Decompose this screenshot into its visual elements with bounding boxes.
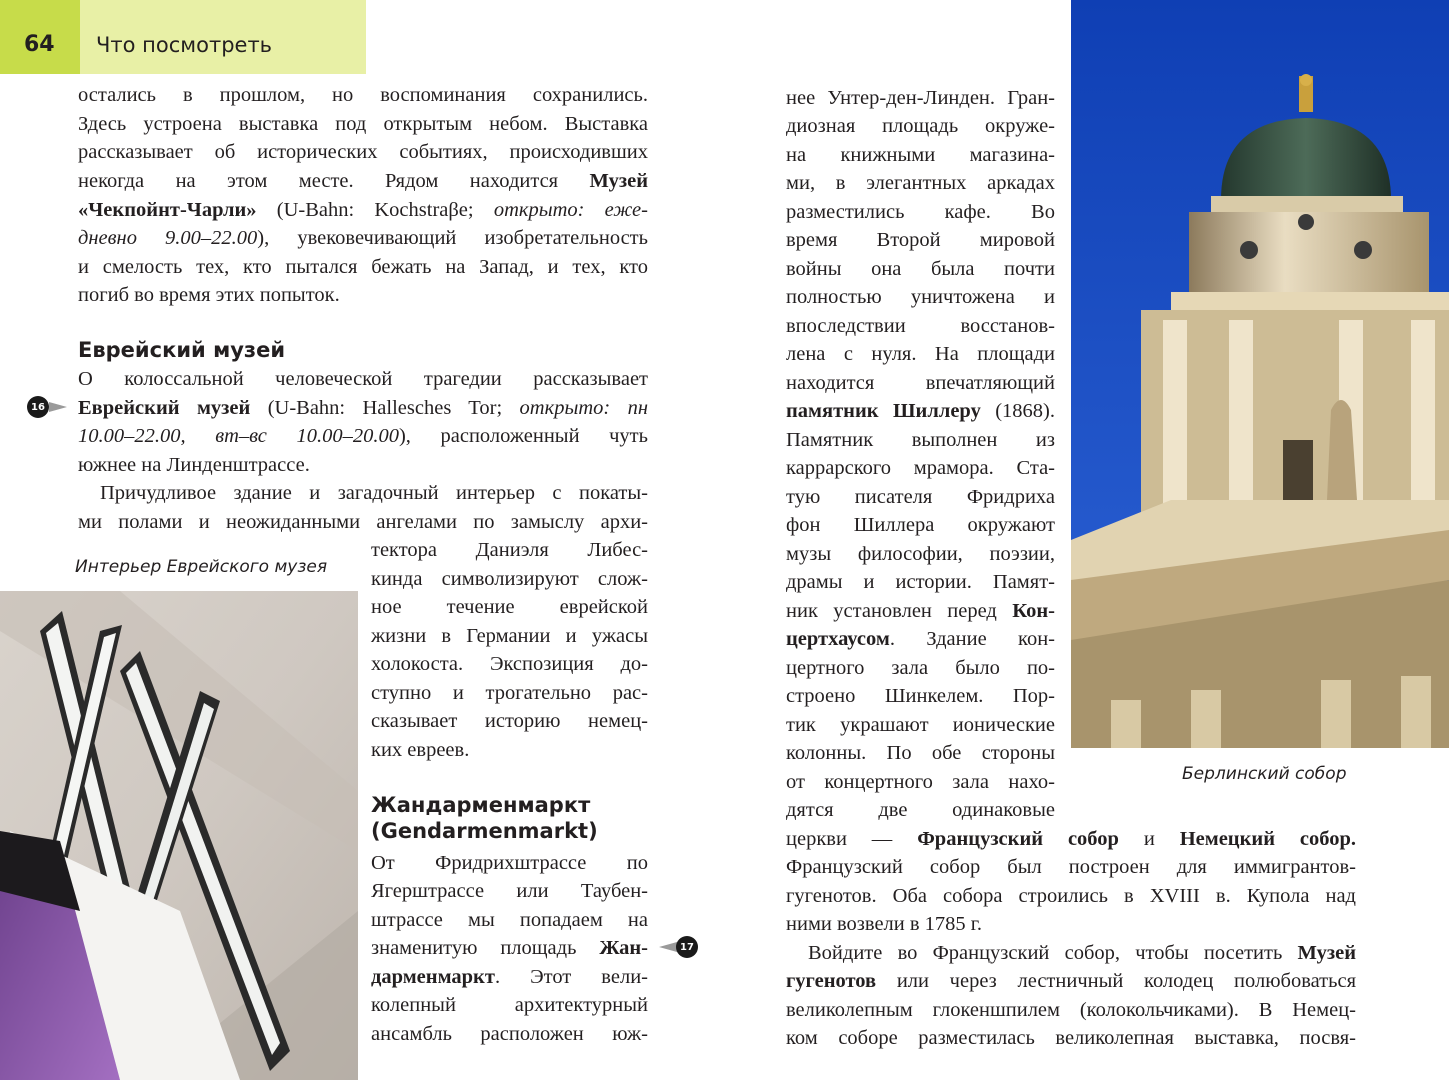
text-line: тектора Даниэля Либес- xyxy=(371,539,648,561)
opening-hours: 10.00–22.00, вт–вс 10.00–20.00 xyxy=(78,425,399,447)
text-line-hours xyxy=(78,422,648,451)
marker-arrow-icon xyxy=(659,939,677,955)
text-line: сказывает историю немец- xyxy=(371,710,648,732)
line-part: некогда на этом месте. Рядом находится xyxy=(78,170,559,192)
text-line-checkpoint-2 xyxy=(78,196,648,225)
text-line: впоследствии восстанов- xyxy=(786,315,1055,337)
cathedral-name: Французский собор xyxy=(917,828,1119,850)
line-part: (U-Bahn: Kochstraβe; xyxy=(276,199,474,221)
map-marker-17: 17 xyxy=(676,936,698,958)
text-line: колепный архитектурный xyxy=(371,994,648,1016)
text-line: каррарского мрамора. Ста- xyxy=(786,457,1055,479)
text-line: От Фридрихштрассе по xyxy=(371,852,648,874)
text-line-jewish-museum xyxy=(78,394,648,423)
text-line: рассказывает об исторических событиях, происходивших xyxy=(78,141,648,163)
map-marker-16: 16 xyxy=(27,396,49,418)
text-line: от концертного зала нахо- xyxy=(786,771,1055,793)
text-line: и смелость тех, кто пытался бежать на Запад, и тех, кто xyxy=(78,256,648,278)
line-part: ), расположенный чуть xyxy=(398,425,648,447)
interior-illustration xyxy=(0,591,358,1080)
text-line: полностью уничтожена и xyxy=(786,286,1055,308)
text-line: находится впечатляющий xyxy=(786,372,1055,394)
text-line: ними возвели в 1785 г. xyxy=(786,913,983,935)
text-line: дятся две одинаковые xyxy=(786,799,1055,821)
text-line: ансамбль расположен юж- xyxy=(371,1023,648,1045)
jewish-museum-heading: Еврейский музей xyxy=(78,338,286,362)
text-line: Французский собор был построен для иммигрантов- xyxy=(786,856,1356,878)
opening-hours: открыто: еже- xyxy=(493,199,648,221)
text-line: колонны. По обе стороны xyxy=(786,742,1055,764)
line-part: знаменитую площадь xyxy=(371,937,577,959)
text-line: южнее на Линденштрассе. xyxy=(78,454,310,476)
text-line: великолепным глокеншпилем (колокольчиками). В Немец- xyxy=(786,999,1356,1021)
text-line: Причудливое здание и загадочный интерьер с покаты- xyxy=(100,482,648,504)
line-part: и xyxy=(1143,828,1155,850)
text-line: ное течение еврейской xyxy=(371,596,648,618)
opening-hours: открыто: пн xyxy=(519,397,648,419)
cathedral-name: Немецкий собор. xyxy=(1179,828,1357,850)
text-line: ми, в элегантных аркадах xyxy=(786,172,1055,194)
text-line-gendarmenmarkt-2 xyxy=(371,963,648,992)
place-name: дарменмаркт xyxy=(371,966,495,988)
text-line: музы философии, поэзии, xyxy=(786,543,1055,565)
text-line-konzerthaus-2 xyxy=(786,625,1055,654)
museum-name: гугенотов xyxy=(786,970,877,992)
marker-arrow-icon xyxy=(49,399,67,415)
line-part: . Этот вели- xyxy=(494,966,648,988)
text-line: О колоссальной человеческой трагедии рассказывает xyxy=(78,368,648,390)
text-line: Здесь устроена выставка под открытым небом. Выставка xyxy=(78,113,648,135)
building-name: цертхаусом xyxy=(786,628,890,650)
text-line: Памятник выполнен из xyxy=(786,429,1055,451)
text-line-huguenot xyxy=(808,939,1356,968)
line-part: или через лестничный колодец полюбоваться xyxy=(896,970,1357,992)
interior-photo-caption: Интерьер Еврейского музея xyxy=(75,557,328,577)
museum-name: Музей xyxy=(1297,942,1357,964)
line-part: (U-Bahn: Hallesches Tor; xyxy=(267,397,503,419)
line-part: (1868). xyxy=(980,400,1055,422)
museum-name: Еврейский музей xyxy=(78,397,251,419)
text-line-konzerthaus xyxy=(786,597,1055,626)
building-name: Кон- xyxy=(1012,600,1055,622)
text-line: диозная площадь окруже- xyxy=(786,115,1055,137)
text-line: строено Шинкелем. Пор- xyxy=(786,685,1055,707)
text-line: гугенотов. Оба собора строились в XVIII в. Купола над xyxy=(786,885,1356,907)
page-number: 64 xyxy=(24,32,55,57)
line-part: ник установлен перед xyxy=(786,600,997,622)
place-name: Жан- xyxy=(599,937,648,959)
text-line: фон Шиллера окружают xyxy=(786,514,1055,536)
text-line: кинда символизируют слож- xyxy=(371,568,648,590)
text-line: ступно и трогательно рас- xyxy=(371,682,648,704)
text-line: холокоста. Экспозиция до- xyxy=(371,653,648,675)
opening-hours: дневно 9.00–22.00 xyxy=(78,227,258,249)
text-line-gendarmenmarkt xyxy=(371,934,648,963)
cathedral-illustration xyxy=(1071,0,1449,748)
gendarmenmarkt-heading-german: (Gendarmenmarkt) xyxy=(371,819,598,843)
text-line: Ягерштрассе или Таубен- xyxy=(371,880,648,902)
text-line-schiller xyxy=(786,397,1055,426)
text-line: тую писателя Фридриха xyxy=(786,486,1055,508)
berlin-cathedral-photo xyxy=(1071,0,1449,748)
text-line: лена с нуля. На площади xyxy=(786,343,1055,365)
line-part: . Здание кон- xyxy=(889,628,1055,650)
museum-name: Музей xyxy=(589,170,649,192)
text-line: штрассе мы попадаем на xyxy=(371,909,648,931)
text-line: войны она была почти xyxy=(786,258,1055,280)
text-line: драмы и истории. Памят- xyxy=(786,571,1055,593)
text-line: на книжными магазина- xyxy=(786,144,1055,166)
text-line: время Второй мировой xyxy=(786,229,1055,251)
text-line: жизни в Германии и ужасы xyxy=(371,625,648,647)
monument-name: памятник Шиллеру xyxy=(786,400,981,422)
jewish-museum-interior-photo xyxy=(0,591,358,1080)
section-title: Что посмотреть xyxy=(96,33,273,57)
line-part: Войдите во Французский собор, чтобы посетить xyxy=(808,942,1283,964)
gendarmenmarkt-heading: Жандарменмаркт xyxy=(371,793,591,817)
text-line-cathedrals xyxy=(786,825,1356,854)
text-line: ми полами и неожиданными ангелами по замыслу архи- xyxy=(78,511,648,533)
text-line: разместились кафе. Во xyxy=(786,201,1055,223)
text-line: ких евреев. xyxy=(371,739,470,761)
text-line: цертного зала было по- xyxy=(786,657,1055,679)
line-part: ), увековечивающий изобретательность xyxy=(257,227,648,249)
text-line: тик украшают ионические xyxy=(786,714,1055,736)
text-line-checkpoint-3 xyxy=(78,224,648,253)
text-line-checkpoint xyxy=(78,167,648,196)
cathedral-photo-caption: Берлинский собор xyxy=(1182,764,1347,784)
museum-name: «Чекпойнт-Чарли» xyxy=(78,199,257,221)
text-line: ком соборе разместилась великолепная выставка, посвя- xyxy=(786,1027,1356,1049)
text-line: погиб во время этих попыток. xyxy=(78,284,340,306)
text-line: нее Унтер-ден-Линден. Гран- xyxy=(786,87,1055,109)
line-part: церкви — xyxy=(786,828,893,850)
text-line: остались в прошлом, но воспоминания сохранились. xyxy=(78,84,648,106)
text-line-huguenot-2 xyxy=(786,967,1356,996)
